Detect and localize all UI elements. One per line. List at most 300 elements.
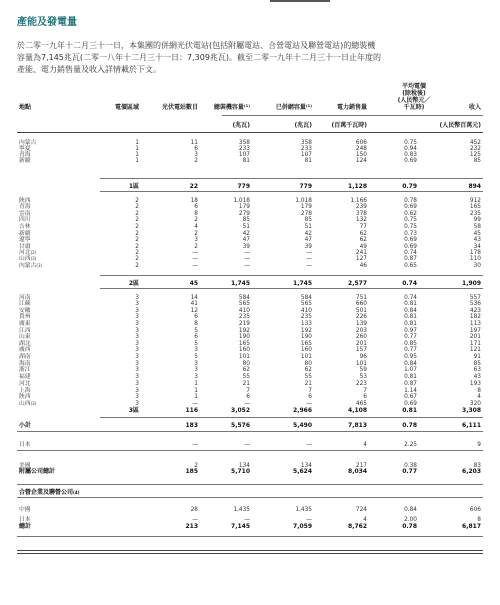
cell-count: 12 [190, 308, 198, 314]
cell-installed: — [244, 250, 250, 256]
cell-region: 3區 [128, 407, 139, 414]
cell-generation: 53 [359, 374, 367, 380]
cell-installed: 101 [238, 354, 250, 360]
cell-count: 183 [185, 422, 198, 429]
cell-installed: 410 [238, 308, 250, 314]
top-rule [0, 0, 500, 2]
cell-region: 2 [135, 250, 139, 256]
cell-generation: 62 [359, 231, 367, 237]
cell-connected: 358 [300, 140, 312, 146]
cell-generation: 139 [355, 321, 367, 327]
cell-location: 廣東 [19, 321, 31, 327]
table-row [0, 256, 500, 262]
cell-generation: 4,108 [348, 407, 367, 414]
cell-count: 2 [194, 231, 198, 237]
cell-location: 廣西 [19, 347, 31, 353]
cell-connected: 1,018 [295, 198, 312, 204]
cell-region: 2 [135, 237, 139, 243]
cell-revenue: 182 [469, 314, 481, 320]
cell-connected: 101 [300, 354, 312, 360]
cell-installed: — [244, 401, 250, 407]
cell-count: 2 [194, 158, 198, 164]
cell-generation: 77 [359, 224, 367, 230]
cell-region: 2 [135, 256, 139, 262]
cell-connected: 192 [300, 328, 312, 334]
cell-revenue: 197 [469, 328, 481, 334]
cell-connected: 2,966 [293, 407, 312, 414]
cell-tariff: 0.69 [404, 401, 417, 407]
cell-generation: 157 [355, 347, 367, 353]
cell-revenue: 43 [473, 374, 481, 380]
cell-count: 11 [190, 140, 198, 146]
cell-generation: 127 [355, 256, 367, 262]
cell-revenue: 320 [469, 401, 481, 407]
cell-region: 3 [135, 367, 139, 373]
table-row [0, 347, 500, 353]
cell-connected: 278 [300, 211, 312, 217]
table-row [0, 217, 500, 223]
cell-connected: 7,059 [293, 523, 312, 530]
cell-installed: 779 [237, 183, 250, 190]
cell-region: 1 [135, 152, 139, 158]
table-total-row [0, 524, 500, 530]
header-installed: 總裝機容量⁽¹⁾ [213, 104, 250, 111]
cell-location: 中國 [19, 507, 31, 513]
cell-location: 河北$^{(2)}$ [19, 250, 37, 256]
cell-connected: 179 [300, 204, 312, 210]
cell-installed: 7,145 [231, 523, 250, 530]
cell-connected: 39 [304, 244, 312, 250]
table-row [0, 263, 500, 269]
cell-revenue: 91 [473, 354, 481, 360]
cell-tariff: 0.74 [404, 295, 417, 301]
table-rule [100, 178, 483, 179]
table-rule [17, 550, 483, 551]
table-row [0, 237, 500, 243]
cell-count: 14 [190, 295, 198, 301]
cell-installed: 81 [242, 158, 250, 164]
cell-installed: 1,018 [233, 198, 250, 204]
cell-region: 3 [135, 401, 139, 407]
cell-connected: 81 [304, 158, 312, 164]
cell-location: 山西$^{(3)}$ [19, 401, 37, 407]
cell-location: 海南 [19, 361, 31, 367]
cell-installed: 165 [238, 341, 250, 347]
table-row [0, 381, 500, 387]
cell-tariff: 0.73 [404, 231, 417, 237]
cell-count: 45 [189, 280, 198, 287]
cell-count: — [192, 401, 198, 407]
cell-connected: 410 [300, 308, 312, 314]
cell-region: 2 [135, 204, 139, 210]
cell-generation: 260 [355, 334, 367, 340]
cell-installed: 47 [242, 237, 250, 243]
cell-connected: — [306, 250, 312, 256]
cell-installed: 3,052 [231, 407, 250, 414]
cell-tariff: 0.78 [402, 523, 417, 530]
header-location: 地點 [19, 104, 32, 111]
cell-count: — [192, 263, 198, 269]
cell-location: 青海 [19, 152, 31, 158]
cell-count: 3 [194, 374, 198, 380]
cell-generation: 248 [355, 146, 367, 152]
cell-tariff: 0.62 [404, 211, 417, 217]
cell-count: 18 [190, 198, 198, 204]
cell-installed: 279 [238, 211, 250, 217]
unit-revenue: (人民幣百萬元) [439, 122, 481, 129]
cell-count: 185 [185, 468, 198, 475]
cell-region: 3 [135, 334, 139, 340]
cell-generation: 226 [355, 314, 367, 320]
cell-installed: 51 [242, 224, 250, 230]
cell-connected: — [306, 401, 312, 407]
cell-count: 6 [194, 204, 198, 210]
table-total-row [0, 423, 500, 429]
cell-revenue: 165 [469, 204, 481, 210]
cell-tariff: 0.97 [404, 328, 417, 334]
cell-tariff: 1.07 [404, 367, 417, 373]
cell-generation: 124 [355, 158, 367, 164]
cell-installed: 5,576 [231, 422, 250, 429]
cell-generation: 751 [355, 295, 367, 301]
cell-installed: 21 [242, 381, 250, 387]
cell-revenue: 912 [469, 198, 481, 204]
cell-generation: 132 [355, 217, 367, 223]
cell-count: 213 [185, 523, 198, 530]
cell-tariff: 0.78 [402, 422, 417, 429]
header-tariff [385, 83, 443, 111]
cell-revenue: 423 [469, 308, 481, 314]
cell-revenue: 8 [477, 388, 481, 394]
cell-revenue: 34 [473, 244, 481, 250]
cell-generation: 8,762 [348, 523, 367, 530]
cell-region: 2 [135, 211, 139, 217]
cell-connected: 190 [300, 334, 312, 340]
cell-revenue: 6,111 [462, 422, 481, 429]
cell-tariff: 0.69 [404, 204, 417, 210]
cell-connected: 7 [308, 388, 312, 394]
header-count: 光伏電站數目 [161, 104, 198, 111]
cell-connected: 80 [304, 361, 312, 367]
cell-location: 陝西 [19, 394, 31, 400]
cell-revenue: 85 [473, 158, 481, 164]
cell-tariff: 0.84 [404, 308, 417, 314]
table-rule [17, 484, 483, 485]
cell-installed: 7 [246, 388, 250, 394]
cell-count: 6 [194, 314, 198, 320]
cell-location: 新疆 [19, 231, 31, 237]
cell-count: 1 [194, 394, 198, 400]
cell-generation: 59 [359, 367, 367, 373]
cell-connected: 55 [304, 374, 312, 380]
intro-line: 於二零一九年十二月三十一日，本集團的併網光伏電站(包括附屬電站、合營電站及聯營電站)的總裝機 [17, 41, 376, 50]
cell-region: 3 [135, 354, 139, 360]
cell-count: 4 [194, 224, 198, 230]
cell-location: 內蒙古$^{(3)}$ [19, 263, 43, 269]
cell-location: 上海 [19, 388, 31, 394]
cell-installed: 1,435 [233, 507, 250, 513]
cell-generation: 6 [363, 394, 367, 400]
cell-tariff: 0.38 [404, 463, 417, 469]
header-bottom-rule [17, 132, 483, 133]
cell-region: 3 [135, 347, 139, 353]
cell-count: 6 [194, 334, 198, 340]
cell-revenue: 193 [469, 381, 481, 387]
cell-tariff: 0.94 [404, 146, 417, 152]
cell-count: 3 [194, 347, 198, 353]
table-total-row [0, 490, 500, 496]
cell-region: 3 [135, 308, 139, 314]
cell-generation: 724 [355, 507, 367, 513]
intro-line: 容量為7,145兆瓦(二零一八年十二月三十一日：7,309兆瓦)。截至二零一九年十二月三十一日止年度的 [17, 53, 382, 62]
table-rule [17, 553, 483, 554]
cell-generation: 96 [359, 354, 367, 360]
table-row [0, 301, 500, 307]
cell-tariff: 0.74 [402, 280, 417, 287]
table-total-row [0, 184, 500, 190]
cell-region: 2區 [128, 280, 139, 287]
cell-generation: 241 [355, 250, 367, 256]
cell-location: 寧夏 [19, 146, 31, 152]
table-row [0, 374, 500, 380]
cell-tariff: 0.81 [404, 314, 417, 320]
cell-tariff: 0.77 [404, 347, 417, 353]
cell-count: 22 [189, 183, 198, 190]
table-total-row [0, 281, 500, 287]
table-rule [17, 536, 483, 537]
cell-count: 3 [194, 237, 198, 243]
cell-tariff: 0.69 [404, 244, 417, 250]
header-tariff-line: (除稅後) [402, 90, 426, 97]
cell-region: 3 [135, 341, 139, 347]
cell-region: 2 [135, 224, 139, 230]
cell-connected: — [306, 263, 312, 269]
cell-region: 3 [135, 328, 139, 334]
cell-location: 四川 [19, 217, 31, 223]
cell-count: 3 [194, 361, 198, 367]
footnote-marker: (2) [30, 250, 37, 255]
table-row [0, 507, 500, 513]
cell-location: 美國 [19, 463, 31, 469]
cell-generation: 239 [355, 204, 367, 210]
cell-count: 5 [194, 328, 198, 334]
intro-paragraph [17, 40, 483, 76]
cell-revenue: 113 [469, 321, 481, 327]
table-row [0, 334, 500, 340]
cell-installed: 55 [242, 374, 250, 380]
header-tariff-line: 平均電價 [401, 83, 426, 90]
cell-connected: 1,745 [293, 280, 312, 287]
cell-count: 116 [185, 407, 198, 414]
cell-connected: 5,490 [293, 422, 312, 429]
cell-location: 小計 [19, 422, 32, 429]
cell-region: 3 [135, 301, 139, 307]
table-rule [100, 191, 483, 192]
footnote-marker: (3) [36, 263, 43, 268]
cell-revenue: 85 [473, 361, 481, 367]
cell-region: 3 [135, 394, 139, 400]
cell-installed: — [244, 263, 250, 269]
cell-location: 河北 [19, 381, 31, 387]
cell-count: — [192, 256, 198, 262]
cell-tariff: 0.75 [404, 140, 417, 146]
table-total-row [0, 408, 500, 414]
cell-location: 河南 [19, 295, 31, 301]
cell-tariff: 2.00 [404, 517, 417, 523]
cell-region: 1 [135, 146, 139, 152]
cell-location: 吉林 [19, 224, 31, 230]
cell-region: 2 [135, 244, 139, 250]
table-row [0, 224, 500, 230]
cell-generation: 465 [355, 401, 367, 407]
cell-installed: 62 [242, 367, 250, 373]
cell-location: 雲南 [19, 211, 31, 217]
cell-revenue: 232 [469, 146, 481, 152]
cell-installed: — [244, 442, 250, 448]
cell-generation: 46 [359, 263, 367, 269]
cell-revenue: 6,203 [462, 468, 481, 475]
table-row [0, 401, 500, 407]
cell-count: 5 [194, 341, 198, 347]
cell-region: 3 [135, 374, 139, 380]
cell-connected: 133 [300, 321, 312, 327]
cell-revenue: 557 [469, 295, 481, 301]
cell-revenue: 83 [473, 463, 481, 469]
cell-installed: 219 [238, 321, 250, 327]
cell-location: 浙江 [19, 367, 31, 373]
cell-location: 江蘇 [19, 301, 31, 307]
cell-connected: 134 [300, 463, 312, 469]
cell-revenue: 6,817 [462, 523, 481, 530]
table-row [0, 204, 500, 210]
cell-location: 附屬公司總計 [19, 468, 56, 475]
cell-generation: 8,034 [348, 468, 367, 475]
cell-installed: 1,745 [231, 280, 250, 287]
cell-generation: 4 [363, 517, 367, 523]
cell-installed: 107 [238, 152, 250, 158]
cell-count: — [192, 250, 198, 256]
table-row [0, 367, 500, 373]
cell-location: 湖南 [19, 354, 31, 360]
cell-tariff: 0.87 [404, 381, 417, 387]
cell-connected: 5,624 [293, 468, 312, 475]
cell-region: 2 [135, 231, 139, 237]
cell-location: 安徽 [19, 308, 31, 314]
cell-tariff: 0.81 [404, 374, 417, 380]
cell-region: 2 [135, 263, 139, 269]
cell-tariff: 0.83 [404, 152, 417, 158]
cell-tariff: 0.84 [404, 361, 417, 367]
cell-revenue: 99 [473, 217, 481, 223]
cell-generation: 223 [355, 381, 367, 387]
cell-count: 2 [194, 217, 198, 223]
cell-tariff: 0.79 [402, 183, 417, 190]
cell-region: 3 [135, 388, 139, 394]
cell-installed: 160 [238, 347, 250, 353]
table-rule [17, 497, 483, 498]
cell-count: 6 [194, 146, 198, 152]
cell-installed: 358 [238, 140, 250, 146]
cell-count: 8 [194, 321, 198, 327]
cell-revenue: 4 [477, 394, 481, 400]
cell-revenue: 30 [473, 263, 481, 269]
cell-generation: 203 [355, 328, 367, 334]
cell-installed: — [244, 517, 250, 523]
cell-generation: 501 [355, 308, 367, 314]
cell-installed: 179 [238, 204, 250, 210]
cell-region: 3 [135, 381, 139, 387]
cell-connected: 160 [300, 347, 312, 353]
header-tariff-line: (人民幣元／ [397, 97, 431, 104]
cell-generation: 150 [355, 152, 367, 158]
cell-tariff: 0.81 [404, 301, 417, 307]
intro-line: 產能、電力銷售量及收入詳情載於下文。 [17, 65, 161, 74]
cell-installed: 565 [238, 301, 250, 307]
cell-generation: 217 [355, 463, 367, 469]
cell-revenue: 3,308 [462, 407, 481, 414]
cell-generation: 4 [363, 442, 367, 448]
cell-installed: 5,710 [231, 468, 250, 475]
footnote-marker: (4) [73, 490, 80, 495]
unit-installed: (兆瓦) [232, 122, 250, 129]
cell-installed: 235 [238, 314, 250, 320]
cell-location: 日本 [19, 517, 31, 523]
cell-connected: — [306, 442, 312, 448]
table-row [0, 354, 500, 360]
cell-count: 3 [194, 367, 198, 373]
table-row [0, 442, 500, 448]
cell-revenue: 235 [469, 211, 481, 217]
header-generation: 電力銷售量 [336, 104, 367, 111]
cell-revenue: 58 [473, 224, 481, 230]
table-row [0, 517, 500, 523]
cell-connected: 42 [304, 231, 312, 237]
cell-tariff: 0.75 [404, 217, 417, 223]
table-row [0, 158, 500, 164]
cell-installed: — [244, 256, 250, 262]
cell-tariff: 0.81 [402, 407, 417, 414]
cell-count: — [192, 442, 198, 448]
cell-connected: 165 [300, 341, 312, 347]
table-row [0, 321, 500, 327]
cell-count: 8 [194, 211, 198, 217]
cell-tariff: 0.69 [404, 158, 417, 164]
cell-connected: 47 [304, 237, 312, 243]
cell-count: 2 [194, 244, 198, 250]
cell-revenue: 894 [468, 183, 481, 190]
cell-generation: 378 [355, 211, 367, 217]
cell-connected: — [306, 517, 312, 523]
cell-region: 3 [135, 314, 139, 320]
cell-generation: 7 [363, 388, 367, 394]
table-rule [17, 450, 483, 451]
cell-connected: 233 [300, 146, 312, 152]
cell-connected: 85 [304, 217, 312, 223]
cell-connected: 51 [304, 224, 312, 230]
header-tariff-line: 千瓦時) [403, 104, 425, 111]
cell-revenue: 201 [469, 334, 481, 340]
cell-tariff: 0.87 [404, 256, 417, 262]
cell-count: 41 [190, 301, 198, 307]
cell-revenue: 606 [469, 507, 481, 513]
cell-connected: — [306, 256, 312, 262]
cell-count: 1 [194, 381, 198, 387]
cell-tariff: 0.95 [404, 354, 417, 360]
cell-connected: 235 [300, 314, 312, 320]
cell-revenue: 178 [469, 250, 481, 256]
cell-generation: 7,813 [348, 422, 367, 429]
cell-tariff: 0.75 [404, 224, 417, 230]
